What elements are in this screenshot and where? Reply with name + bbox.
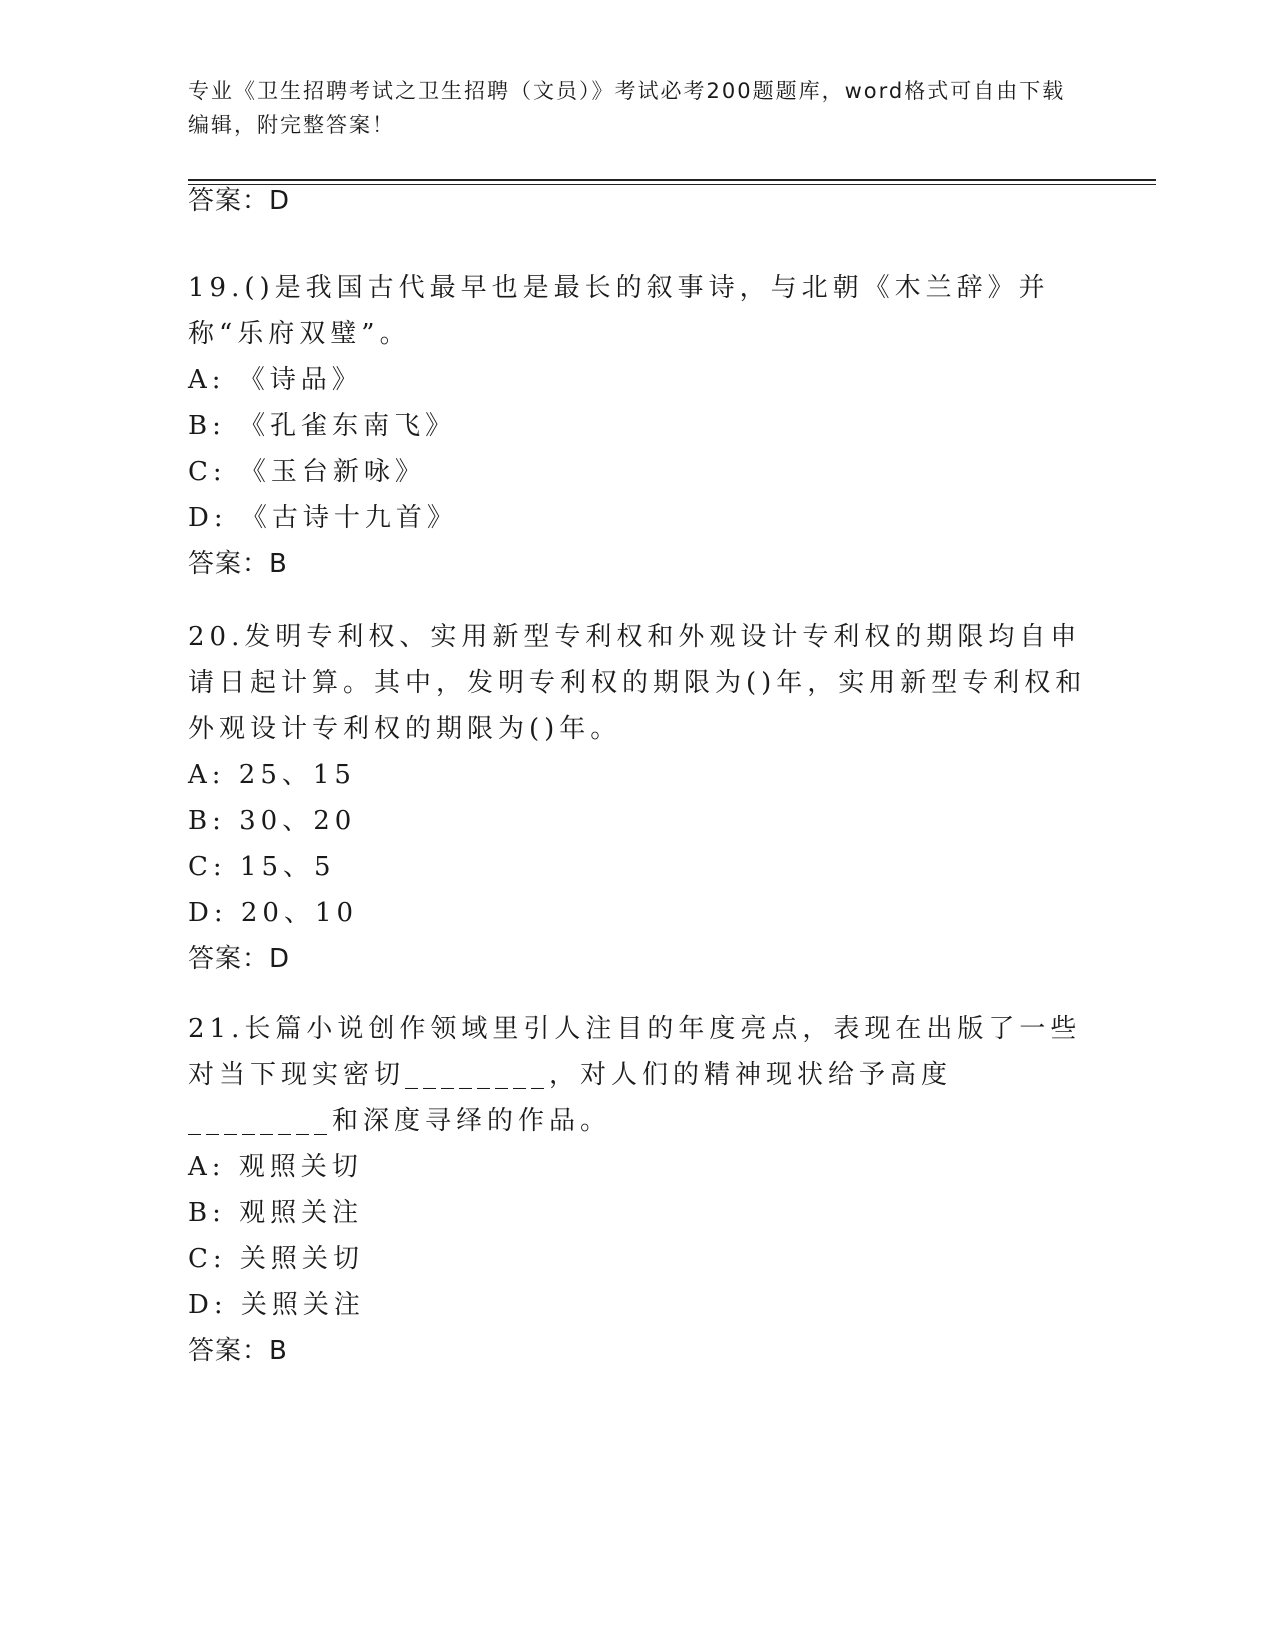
option-b: B: 《孔雀东南飞》 [188,411,457,441]
previous-answer: 答案：D [188,186,291,216]
answer: 答案：D [188,944,291,974]
header-rule [188,179,1156,181]
question-20 [188,614,1088,982]
answer: 答案：B [188,549,288,579]
option-b: B: 观照关注 [188,1198,364,1228]
question-21 [188,1006,1088,1374]
question-19 [188,265,1088,587]
header-rule-secondary [188,184,1156,185]
answer: 答案：B [188,1336,288,1366]
option-list [188,357,1088,541]
option-a: A: 《诗品》 [188,365,363,395]
option-d: D: 《古诗十九首》 [188,503,458,533]
option-c: C: 《玉台新咏》 [188,457,426,487]
option-c: C: 15、5 [188,852,336,882]
question-text: 20.发明专利权、实用新型专利权和外观设计专利权的期限均自申请日起计算。其中，发明专利权的期限为()年，实用新型专利权和外观设计专利权的期限为()年。 [188,622,1087,744]
option-c: C: 关照关切 [188,1244,364,1274]
option-a: A: 25、15 [188,760,356,790]
question-text: 21.长篇小说创作领域里引人注目的年度亮点，表现在出版了一些对当下现实密切________，对人们的精神现状给予高度________和深度寻绎的作品。 [188,1014,1082,1136]
option-list [188,752,1088,936]
option-d: D: 20、10 [188,898,359,928]
document-header: 专业《卫生招聘考试之卫生招聘（文员）》考试必考200题题库，word格式可自由下载编辑，附完整答案！ [188,79,1066,137]
option-b: B: 30、20 [188,806,357,836]
option-d: D: 关照关注 [188,1290,365,1320]
option-a: A: 观照关切 [188,1152,363,1182]
question-text: 19.()是我国古代最早也是最长的叙事诗，与北朝《木兰辞》并称“乐府双璧”。 [188,273,1050,349]
option-list [188,1144,1088,1328]
